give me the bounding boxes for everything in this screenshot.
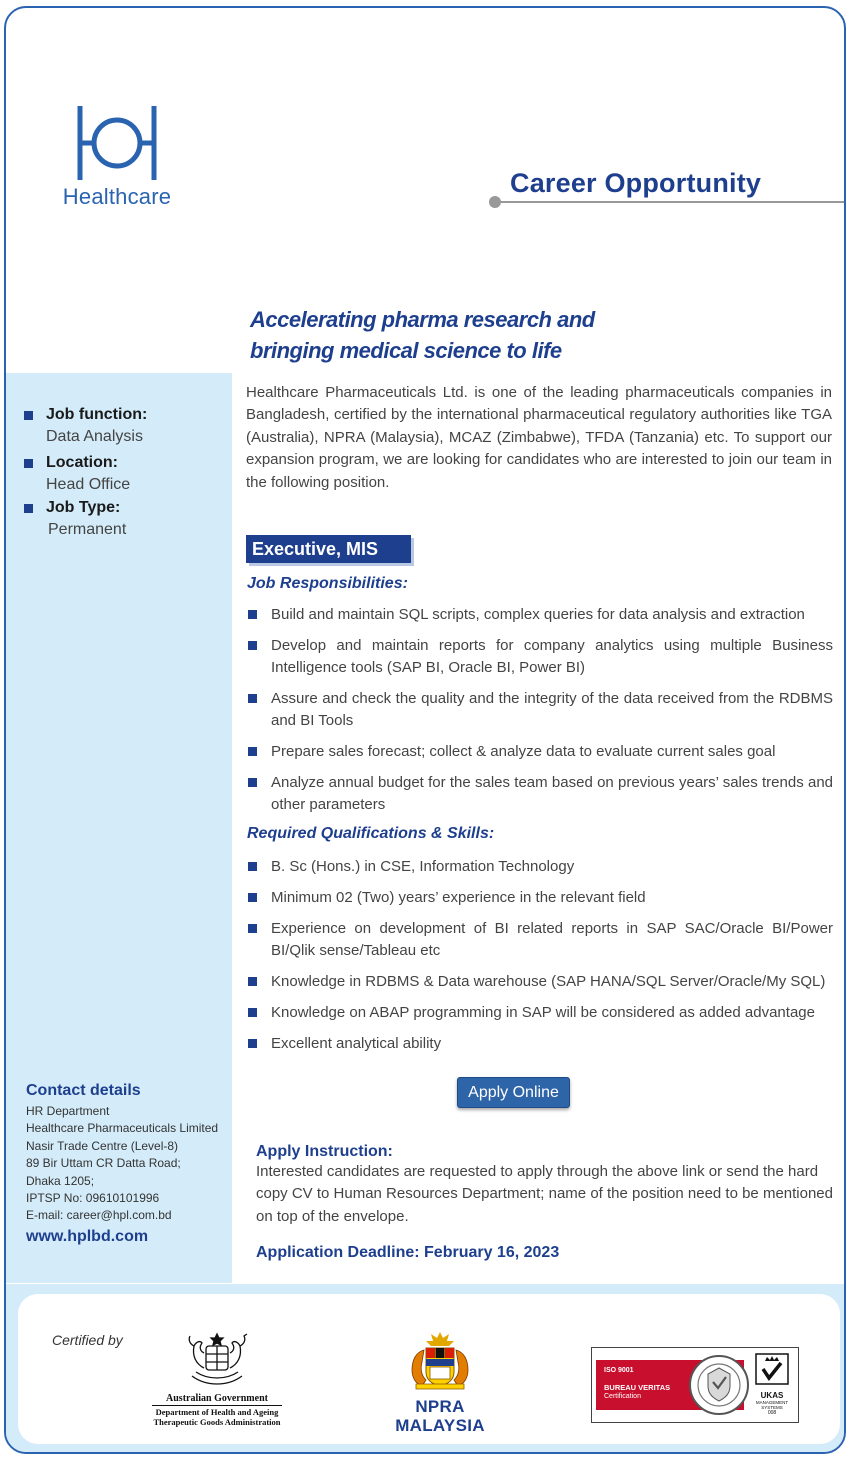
- contact-details: [26, 1082, 230, 1246]
- career-underline: [496, 201, 846, 203]
- list-item: Build and maintain SQL scripts, complex queries for data analysis and extraction: [247, 604, 833, 626]
- bureau-veritas-badge: [591, 1347, 799, 1423]
- list-item: Assure and check the quality and the integrity of the data received from the RDBMS and BI Tools: [247, 688, 833, 732]
- ukas-crown-check-icon: [755, 1353, 789, 1385]
- apply-instruction-heading: Apply Instruction:: [256, 1143, 393, 1160]
- bureau-veritas-text: BUREAU VERITAS: [604, 1383, 671, 1392]
- tagline: [250, 304, 595, 366]
- contact-line: HR Department: [26, 1104, 110, 1118]
- contact-line: Healthcare Pharmaceuticals Limited: [26, 1121, 219, 1136]
- application-deadline: Application Deadline: February 16, 2023: [256, 1244, 560, 1261]
- coat-of-arms-icon: [174, 1328, 260, 1386]
- malaysia-coat-of-arms-icon: [400, 1330, 480, 1392]
- certified-by-label: Certified by: [52, 1332, 123, 1348]
- job-function-value: Data Analysis: [46, 428, 143, 445]
- healthcare-logo-icon: [75, 104, 159, 182]
- list-item: Knowledge on ABAP programming in SAP will be considered as added advantage: [247, 1002, 833, 1024]
- website-link[interactable]: www.hplbd.com: [26, 1227, 149, 1245]
- ukas-mark: [750, 1353, 794, 1419]
- list-item: Prepare sales forecast; collect & analyze data to evaluate current sales goal: [247, 741, 833, 763]
- apply-online-button[interactable]: Apply Online: [457, 1077, 570, 1108]
- australian-government-logo: [142, 1328, 292, 1427]
- qualifications-list: [247, 856, 833, 1064]
- aus-dept-line-1: Department of Health and Ageing: [155, 1407, 279, 1417]
- list-item: Knowledge in RDBMS & Data warehouse (SAP HANA/SQL Server/Oracle/My SQL): [247, 971, 833, 993]
- apply-instruction: [256, 1143, 846, 1228]
- contact-email: E-mail: career@hpl.com.bd: [26, 1208, 172, 1223]
- contact-line: IPTSP No: 09610101996: [26, 1191, 160, 1206]
- job-function-label: Job function:: [46, 406, 148, 423]
- bullet-square-icon: [24, 459, 33, 468]
- apply-instruction-text: Interested candidates are requested to apply through the above link or send the hard copy CV to Human Resources Department; name of the position need to be mentioned on top of the envelope.: [256, 1163, 833, 1225]
- healthcare-logo: [56, 104, 178, 210]
- certification-text: Certification: [604, 1393, 641, 1400]
- intro-paragraph: Healthcare Pharmaceuticals Ltd. is one of the leading pharmaceuticals companies in Bangladesh, certified by the international pharmaceutical regulatory authorities like TGA (Australia), NPRA (Malaysia), MCAZ (Zimbabwe), TFDA (Tanzania) etc. To support our expansion program, we are looking for candidates who are interested to join our team in the following position.: [246, 384, 832, 491]
- career-title: Career Opportunity: [510, 168, 762, 198]
- list-item: Develop and maintain reports for company analytics using multiple Business Intelligence tools (SAP BI, Oracle BI, Power BI): [247, 635, 833, 679]
- npra-text: NPRA: [415, 1397, 465, 1416]
- qualifications-heading: Required Qualifications & Skills:: [247, 825, 495, 842]
- position-title: Executive, MIS: [246, 535, 411, 563]
- job-type-label: Job Type:: [46, 499, 121, 516]
- contact-line: 89 Bir Uttam CR Datta Road;: [26, 1156, 181, 1171]
- bv-seal-icon: [688, 1350, 750, 1420]
- ukas-number: 008: [767, 1410, 777, 1416]
- tagline-line-2: bringing medical science to life: [250, 338, 562, 363]
- tagline-line-1: Accelerating pharma research and: [250, 307, 595, 332]
- aus-gov-text: Australian Government: [166, 1393, 268, 1404]
- job-type-value: Permanent: [48, 521, 127, 538]
- list-item: Excellent analytical ability: [247, 1033, 833, 1055]
- responsibilities-heading: Job Responsibilities:: [247, 575, 408, 592]
- list-item: Experience on development of BI related reports in SAP SAC/Oracle BI/Power BI/Qlik sense/Tableau etc: [247, 918, 833, 962]
- bullet-square-icon: [24, 411, 33, 420]
- aus-divider: [152, 1405, 282, 1406]
- location-value: Head Office: [46, 476, 131, 493]
- logo-text: Healthcare: [62, 184, 172, 209]
- list-item: B. Sc (Hons.) in CSE, Information Technology: [247, 856, 833, 878]
- job-ad-frame: [4, 6, 846, 1454]
- bullet-square-icon: [24, 504, 33, 513]
- aus-dept-line-2: Therapeutic Goods Administration: [153, 1417, 281, 1427]
- contact-line: Dhaka 1205;: [26, 1173, 95, 1188]
- contact-line: Nasir Trade Centre (Level-8): [26, 1138, 179, 1153]
- malaysia-text: MALAYSIA: [395, 1416, 485, 1435]
- ukas-systems-text: SYSTEMS: [761, 1405, 783, 1410]
- list-item: Minimum 02 (Two) years’ experience in the relevant field: [247, 887, 833, 909]
- iso-9001-text: ISO 9001: [604, 1367, 634, 1374]
- npra-malaysia-logo: [384, 1330, 496, 1435]
- location-label: Location:: [46, 454, 118, 471]
- responsibilities-list: [247, 604, 833, 825]
- list-item: Analyze annual budget for the sales team based on previous years’ sales trends and other parameters: [247, 772, 833, 816]
- ukas-text: UKAS: [760, 1391, 784, 1400]
- contact-heading: Contact details: [26, 1082, 141, 1099]
- ukas-management-text: MANAGEMENT: [755, 1400, 789, 1405]
